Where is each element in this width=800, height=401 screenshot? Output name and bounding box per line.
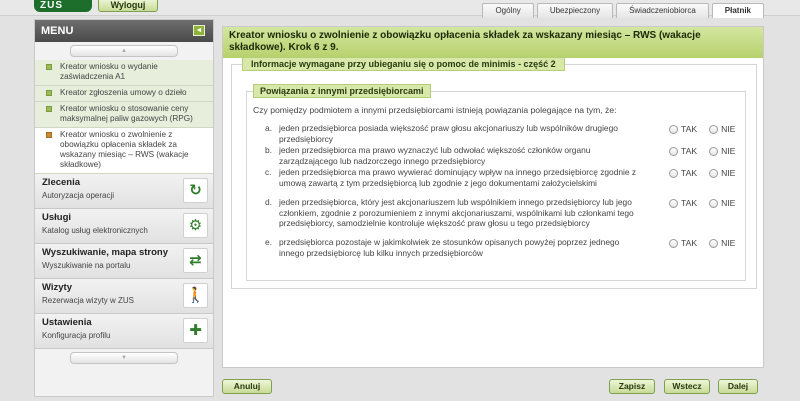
- menu-scroll-down-button[interactable]: ▼: [70, 352, 178, 364]
- option-c-answer: [669, 168, 735, 178]
- bullet-icon: [46, 90, 52, 96]
- collapse-menu-icon[interactable]: ◄: [193, 25, 205, 36]
- option-letter: b.: [265, 145, 272, 155]
- tab-platnik[interactable]: Płatnik: [712, 3, 764, 18]
- next-button[interactable]: Dalej: [718, 379, 758, 394]
- walking-person-icon: 🚶: [183, 283, 208, 308]
- menu-header: [35, 20, 213, 42]
- refresh-icon: ↻: [183, 178, 208, 203]
- radio-label: NIE: [721, 168, 736, 178]
- side-menu: [34, 19, 214, 397]
- menu-title: MENU: [41, 25, 74, 37]
- option-letter: d.: [265, 197, 272, 207]
- option-d-answer: [669, 198, 735, 208]
- radio-tak[interactable]: [669, 239, 678, 248]
- radio-label: NIE: [721, 146, 736, 156]
- radio-nie[interactable]: [709, 239, 718, 248]
- connector-icon: ⚙: [183, 213, 208, 238]
- back-button[interactable]: Wstecz: [664, 379, 710, 394]
- section-desc: Katalog usług elektronicznych: [42, 226, 148, 235]
- menu-item-label: Kreator wniosku o wydanie zaświadczenia A1: [60, 62, 158, 81]
- option-letter: e.: [265, 237, 272, 247]
- radio-label: TAK: [681, 198, 698, 208]
- fieldset-legend: Powiązania z innymi przedsiębiorcami: [253, 84, 431, 98]
- menu-section-wizyty[interactable]: [35, 279, 213, 314]
- top-tabs: [482, 3, 764, 18]
- menu-section-zlecenia[interactable]: [35, 174, 213, 209]
- section-desc: Rezerwacja wizyty w ZUS: [42, 296, 135, 305]
- option-letter: c.: [265, 167, 272, 177]
- page-title: Kreator wniosku o zwolnienie z obowiązku opłacenia składek za wskazany miesiąc – RWS (wakacje składkowe). Krok 6 z 9.: [223, 27, 763, 58]
- main-panel: [222, 26, 764, 368]
- radio-label: NIE: [721, 198, 736, 208]
- menu-item-label: Kreator zgłoszenia umowy o dzieło: [60, 88, 187, 97]
- menu-item-rpg[interactable]: [35, 102, 213, 128]
- section-desc: Autoryzacja operacji: [42, 191, 115, 200]
- radio-tak[interactable]: [669, 199, 678, 208]
- option-b-answer: [669, 146, 735, 156]
- puzzle-icon: ✚: [183, 318, 208, 343]
- radio-label: TAK: [681, 238, 698, 248]
- save-button[interactable]: Zapisz: [609, 379, 655, 394]
- radio-nie[interactable]: [709, 125, 718, 134]
- radio-nie[interactable]: [709, 147, 718, 156]
- option-text: jeden przedsiębiorca posiada większość praw głosu akcjonariuszy lub wspólników drugiego przedsiębiorcy: [279, 123, 618, 144]
- option-a-answer: [669, 124, 735, 134]
- radio-nie[interactable]: [709, 199, 718, 208]
- menu-item-umowa-o-dzielo[interactable]: [35, 86, 213, 102]
- radio-label: NIE: [721, 238, 736, 248]
- logout-button[interactable]: Wyloguj: [98, 0, 158, 12]
- option-text: jeden przedsiębiorca ma prawo wyznaczyć lub odwołać większość członków organu zarządzającego lub nadzorczego innego przedsiębiorcy: [279, 145, 591, 166]
- fieldset-legend: Informacje wymagane przy ubieganiu się o pomoc de minimis - część 2: [242, 57, 565, 71]
- radio-tak[interactable]: [669, 169, 678, 178]
- menu-item-label: Kreator wniosku o stosowanie ceny maksymalnej paliw gazowych (RPG): [60, 104, 193, 123]
- menu-section-wyszukiwanie[interactable]: [35, 244, 213, 279]
- top-bar: [0, 0, 800, 16]
- option-c: [267, 167, 637, 188]
- sync-icon: ⇄: [183, 248, 208, 273]
- section-desc: Wyszukiwanie na portalu: [42, 261, 131, 270]
- section-title: Zlecenia: [42, 177, 81, 188]
- option-b: [267, 145, 637, 166]
- option-a: [267, 123, 637, 144]
- logo-text: ZUS: [40, 0, 63, 11]
- option-letter: a.: [265, 123, 272, 133]
- section-title: Usługi: [42, 212, 72, 223]
- option-e: [267, 237, 637, 258]
- zus-logo[interactable]: [34, 0, 92, 12]
- radio-label: TAK: [681, 146, 698, 156]
- question-text: Czy pomiędzy podmiotem a innymi przedsiębiorcami istnieją powiązania polegające na tym, że:: [253, 105, 617, 115]
- option-text: jeden przedsiębiorca, który jest akcjonariuszem lub wspólnikiem innego przedsiębiorcy lub jego członkiem, zgodnie z porozumieniem z innymi akcjonariuszami, wspólnikami lub członkami tego przedsiębiorcy, samodzielnie kontroluje większość praw głosu u tego przedsiębiorcy: [279, 197, 634, 228]
- bullet-icon: [46, 132, 52, 138]
- menu-section-ustawienia[interactable]: [35, 314, 213, 349]
- menu-item-label: Kreator wniosku o zwolnienie z obowiązku opłacenia składek za wskazany miesiąc – RWS (wakacje składkowe): [60, 130, 189, 169]
- menu-item-rws[interactable]: [35, 128, 213, 174]
- bullet-icon: [46, 64, 52, 70]
- radio-nie[interactable]: [709, 169, 718, 178]
- menu-section-uslugi[interactable]: [35, 209, 213, 244]
- section-title: Ustawienia: [42, 317, 92, 328]
- section-title: Wizyty: [42, 282, 73, 293]
- radio-tak[interactable]: [669, 125, 678, 134]
- tab-swiadczeniobiorca[interactable]: Świadczeniobiorca: [616, 3, 709, 18]
- radio-label: TAK: [681, 168, 698, 178]
- radio-label: NIE: [721, 124, 736, 134]
- option-e-answer: [669, 238, 735, 248]
- option-d: [267, 197, 637, 229]
- tab-ogolny[interactable]: Ogólny: [482, 3, 533, 18]
- option-text: przedsiębiorca pozostaje w jakimkolwiek ze stosunków opisanych powyżej poprzez jednego innego przedsiębiorcę lub kilku innych przedsiębiorców: [279, 237, 620, 258]
- section-title: Wyszukiwanie, mapa strony: [42, 247, 169, 258]
- radio-tak[interactable]: [669, 147, 678, 156]
- radio-label: TAK: [681, 124, 698, 134]
- menu-scroll-up-button[interactable]: ▲: [70, 45, 178, 57]
- section-desc: Konfiguracja profilu: [42, 331, 111, 340]
- bullet-icon: [46, 106, 52, 112]
- option-text: jeden przedsiębiorca ma prawo wywierać dominujący wpływ na innego przedsiębiorcę zgodnie z umową zawartą z tym przedsiębiorcą lub zgodnie z jego dokumentami założycielskimi: [279, 167, 637, 188]
- tab-ubezpieczony[interactable]: Ubezpieczony: [537, 3, 613, 18]
- cancel-button[interactable]: Anuluj: [222, 379, 272, 394]
- menu-item-a1[interactable]: [35, 60, 213, 86]
